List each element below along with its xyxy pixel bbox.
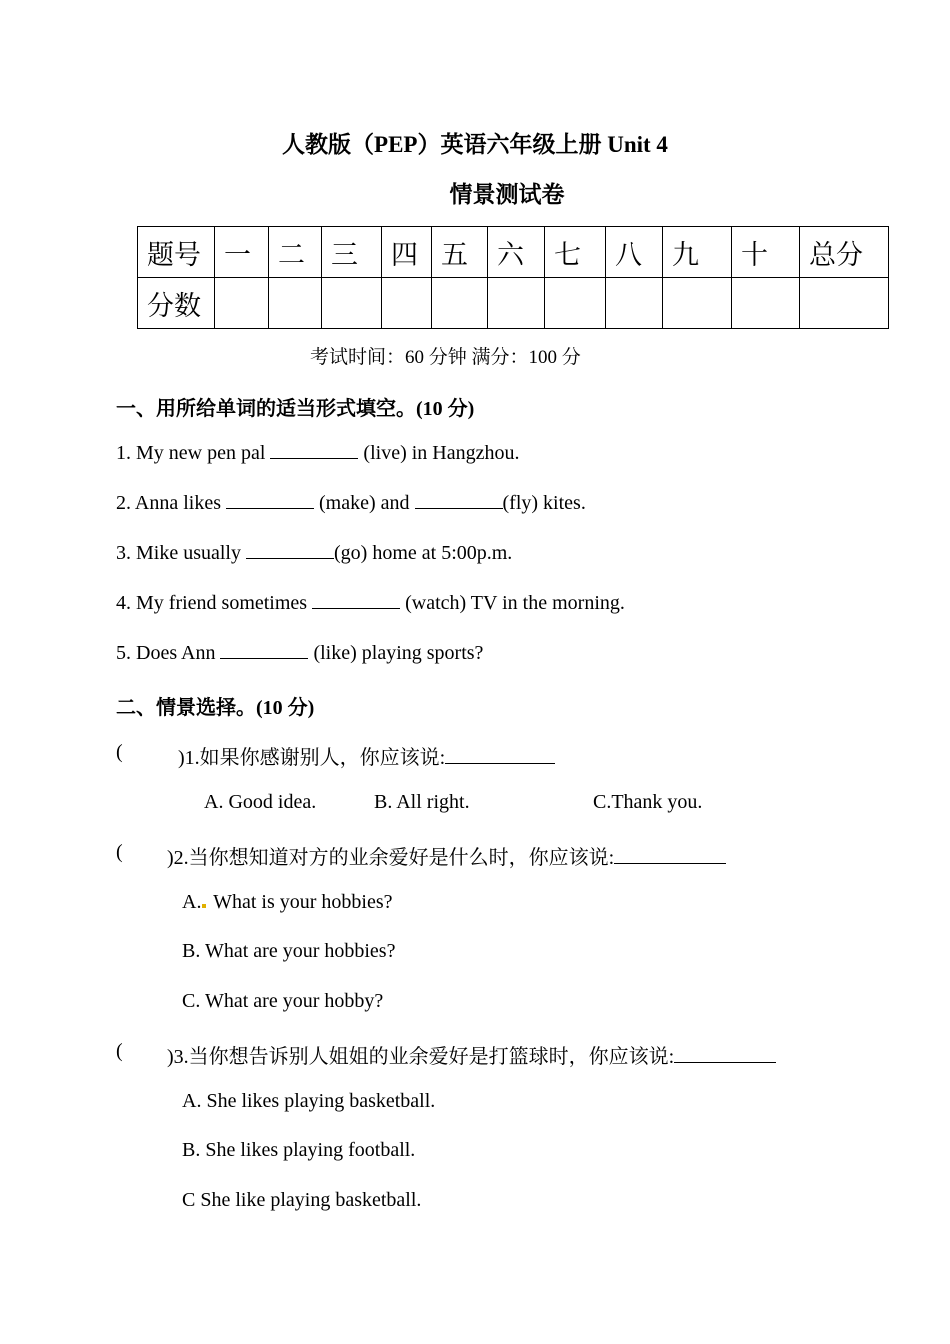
score-table — [137, 226, 889, 329]
section-2-heading: 二、情景选择。(10 分) — [116, 697, 315, 719]
answer-blank[interactable] — [312, 607, 400, 609]
table-cell: 十 — [732, 227, 800, 278]
score-input-cell[interactable] — [800, 278, 889, 329]
choice-q2-option-a — [182, 891, 393, 914]
table-cell: 五 — [432, 227, 488, 278]
answer-blank[interactable] — [674, 1061, 776, 1063]
question-text: )2.当你想知道对方的业余爱好是什么时，你应该说: — [167, 847, 615, 869]
choice-q3-option-b: B. She likes playing football. — [182, 1139, 416, 1161]
score-input-cell[interactable] — [663, 278, 732, 329]
table-cell: 七 — [545, 227, 606, 278]
answer-blank[interactable] — [220, 657, 308, 659]
table-cell: 题号 — [138, 227, 215, 278]
page-title: 人教版（PEP）英语六年级上册 Unit 4 — [282, 132, 668, 157]
table-cell: 八 — [606, 227, 663, 278]
highlight-dot — [202, 904, 206, 908]
answer-blank[interactable] — [246, 557, 334, 559]
item-text: (watch) TV in the morning. — [400, 592, 625, 614]
answer-blank[interactable] — [226, 507, 314, 509]
table-cell: 分数 — [138, 278, 215, 329]
option-text: What is your hobbies? — [208, 891, 393, 913]
choice-q3-option-c: C She like playing basketball. — [182, 1189, 422, 1211]
question-text: )1.如果你感谢别人，你应该说: — [178, 747, 446, 769]
item-text: 3. Mike usually — [116, 542, 246, 564]
choice-q3 — [167, 1040, 776, 1069]
fill-item-5 — [116, 642, 483, 665]
exam-info: 考试时间：60 分钟 满分：100 分 — [310, 347, 581, 368]
choice-q1-paren: ( — [116, 741, 123, 763]
score-input-cell[interactable] — [732, 278, 800, 329]
page-subtitle: 情景测试卷 — [449, 182, 565, 207]
item-text: 2. Anna likes — [116, 492, 226, 514]
table-cell: 三 — [322, 227, 382, 278]
answer-blank[interactable] — [614, 862, 726, 864]
table-cell: 二 — [269, 227, 322, 278]
item-text: 1. My new pen pal — [116, 442, 271, 464]
choice-q3-option-a: A. She likes playing basketball. — [182, 1090, 436, 1112]
score-input-cell[interactable] — [488, 278, 545, 329]
option-letter: A. — [182, 891, 202, 913]
score-input-cell[interactable] — [545, 278, 606, 329]
score-input-cell[interactable] — [215, 278, 269, 329]
choice-q2 — [167, 841, 726, 870]
choice-q3-paren: ( — [116, 1040, 123, 1062]
score-table-header-row — [138, 227, 889, 278]
table-cell: 九 — [663, 227, 732, 278]
item-text: (fly) kites. — [502, 492, 586, 514]
score-input-cell[interactable] — [382, 278, 432, 329]
choice-q2-option-b: B. What are your hobbies? — [182, 940, 396, 962]
score-table-score-row — [138, 278, 889, 329]
answer-blank[interactable] — [270, 457, 358, 459]
fill-item-4 — [116, 592, 625, 615]
item-text: 4. My friend sometimes — [116, 592, 313, 614]
question-text: )3.当你想告诉别人姐姐的业余爱好是打篮球时，你应该说: — [167, 1046, 675, 1068]
answer-blank[interactable] — [445, 762, 555, 764]
item-text: (live) in Hangzhou. — [358, 442, 520, 464]
choice-q1 — [178, 741, 555, 770]
table-cell: 总分 — [800, 227, 889, 278]
choice-q2-paren: ( — [116, 841, 123, 863]
score-input-cell[interactable] — [432, 278, 488, 329]
score-input-cell[interactable] — [269, 278, 322, 329]
answer-blank[interactable] — [415, 507, 503, 509]
item-text: (make) and — [314, 492, 415, 514]
table-cell: 四 — [382, 227, 432, 278]
table-cell: 一 — [215, 227, 269, 278]
choice-q1-option-c: C.Thank you. — [593, 791, 703, 813]
item-text: (go) home at 5:00p.m. — [334, 542, 513, 564]
score-input-cell[interactable] — [322, 278, 382, 329]
choice-q1-option-a: A. Good idea. — [204, 791, 317, 813]
section-1-heading: 一、用所给单词的适当形式填空。(10 分) — [116, 398, 475, 420]
choice-q1-option-b: B. All right. — [374, 791, 470, 813]
item-text: 5. Does Ann — [116, 642, 221, 664]
choice-q2-option-c: C. What are your hobby? — [182, 990, 384, 1012]
table-cell: 六 — [488, 227, 545, 278]
fill-item-2 — [116, 492, 586, 515]
fill-item-3 — [116, 542, 512, 565]
item-text: (like) playing sports? — [308, 642, 484, 664]
score-input-cell[interactable] — [606, 278, 663, 329]
fill-item-1 — [116, 442, 520, 465]
